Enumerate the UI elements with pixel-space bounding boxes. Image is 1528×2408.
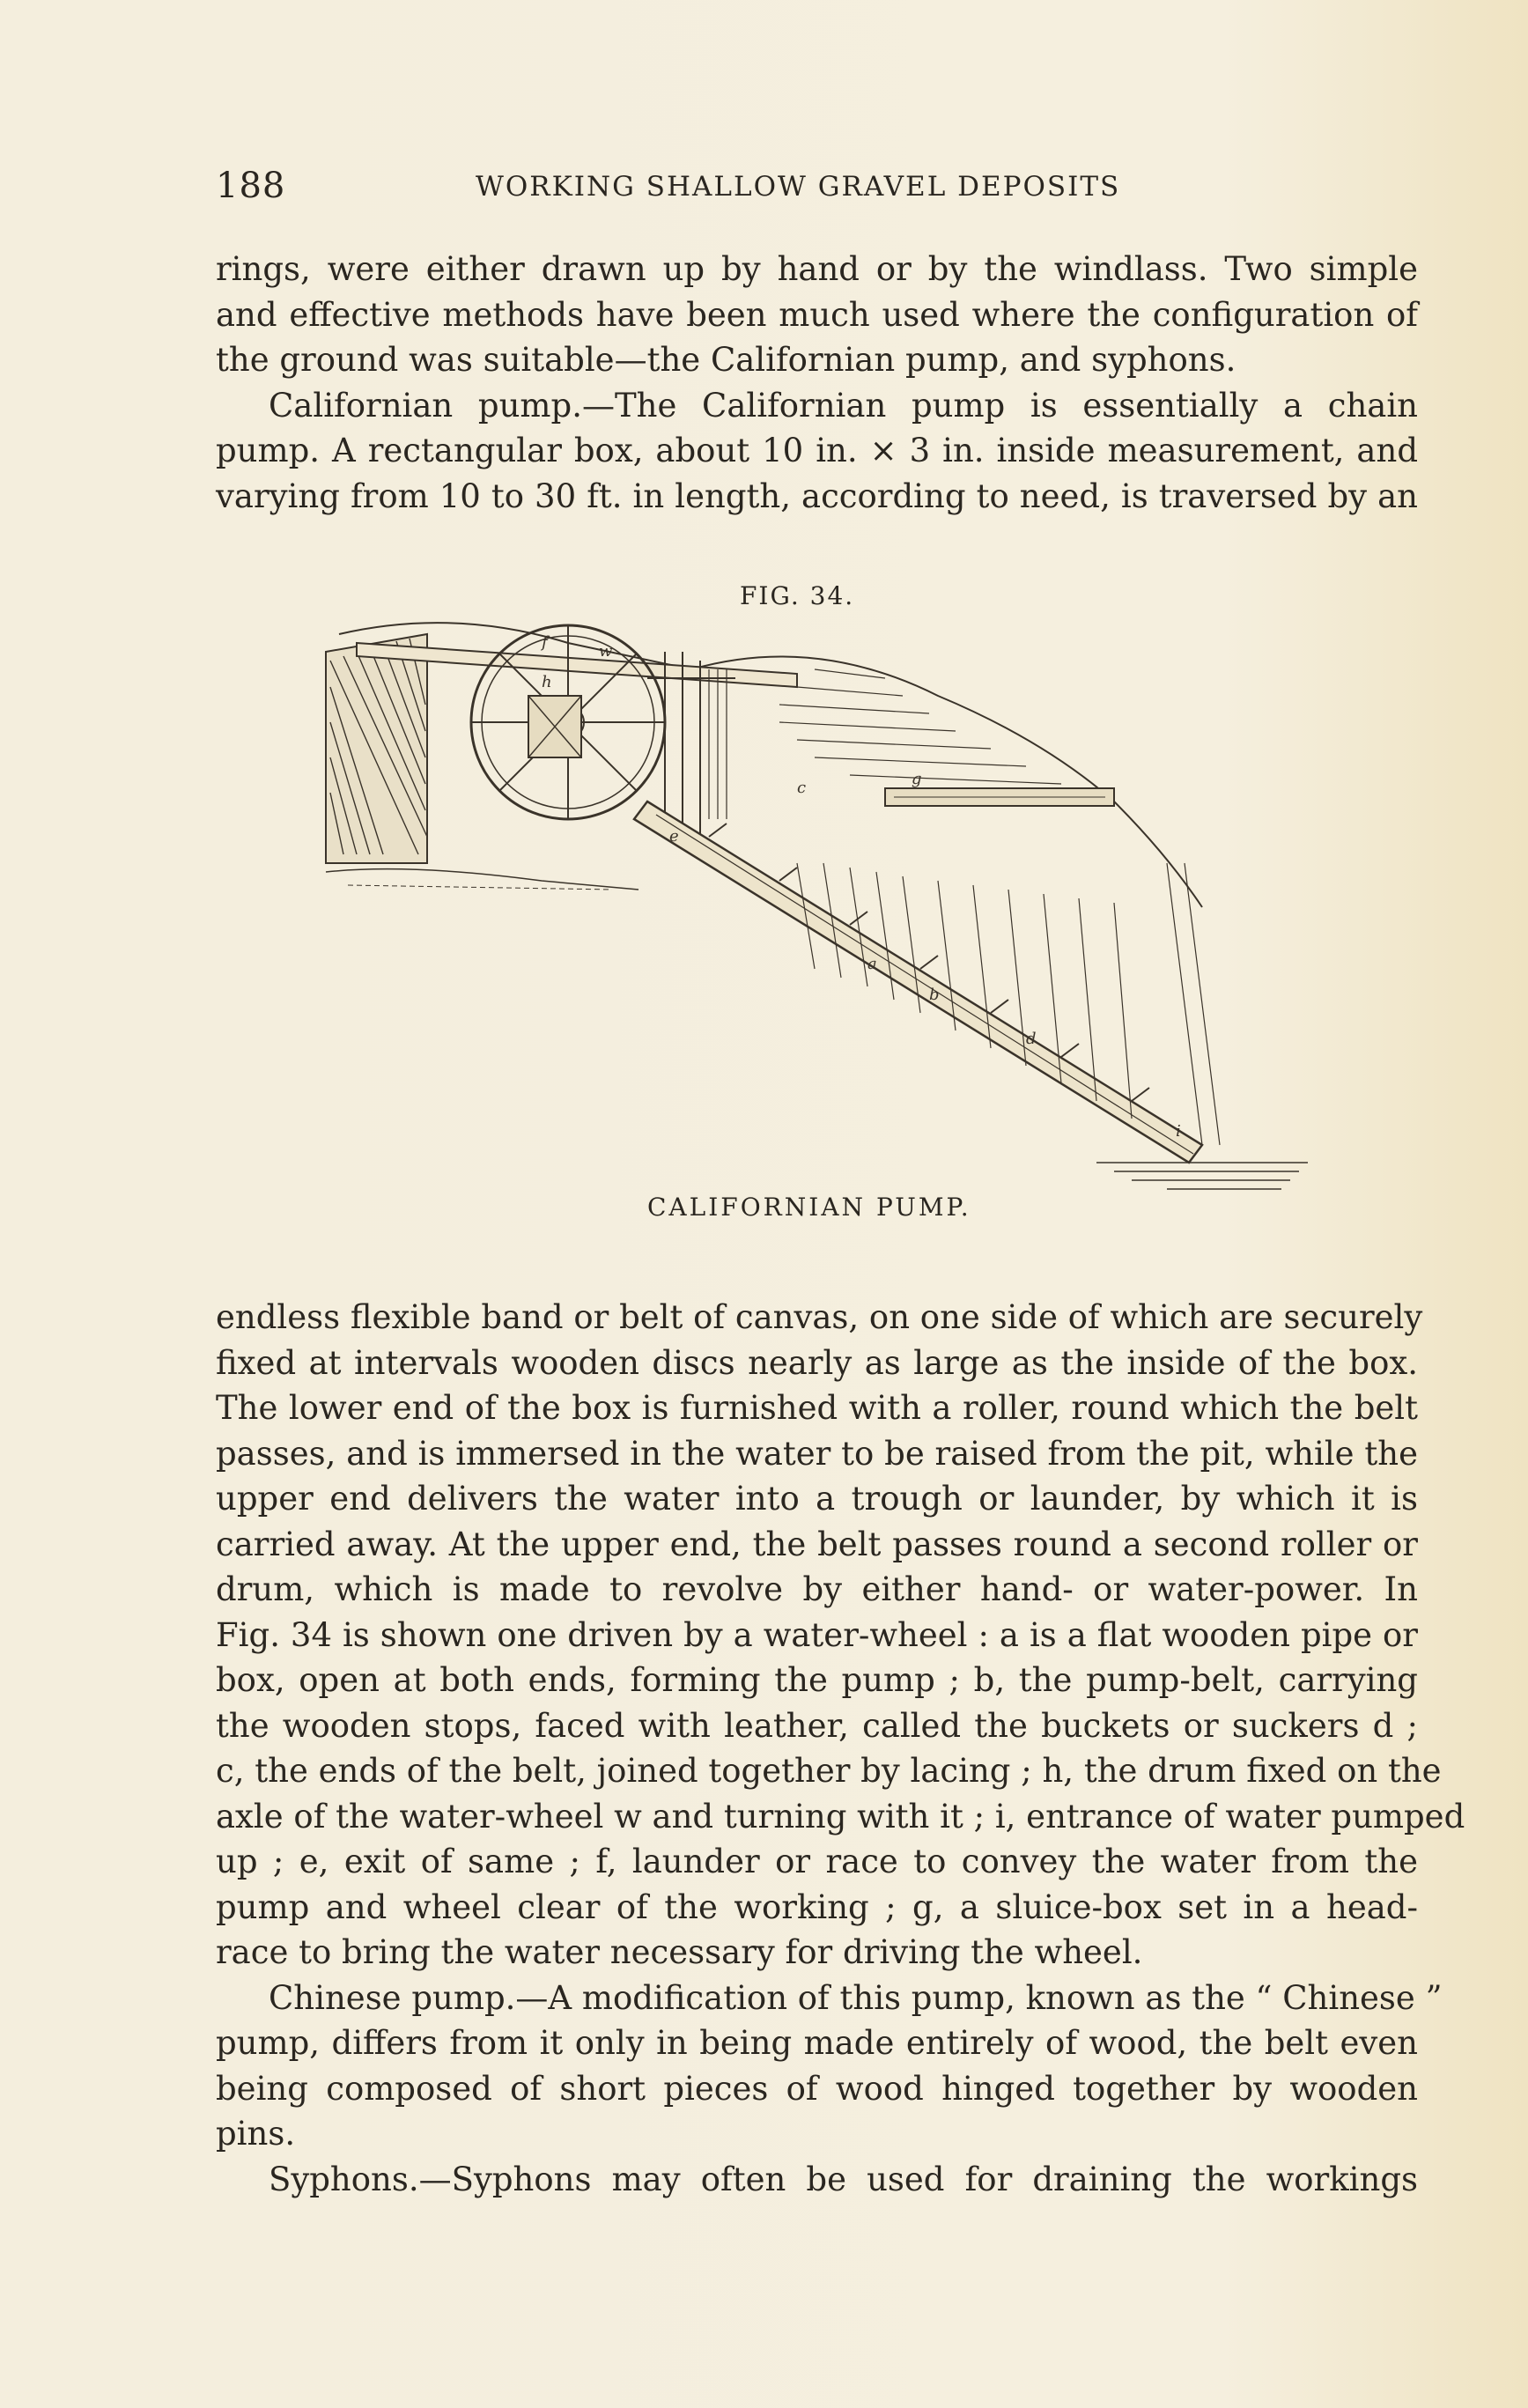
text-line: box, open at both ends, forming the pump ; b, the pump-belt, carrying <box>216 1661 1418 1699</box>
running-head: WORKING SHALLOW GRAVEL DEPOSITS <box>476 171 1121 203</box>
text-line: c, the ends of the belt, joined together by lacing ; h, the drum fixed on the <box>216 1752 1442 1790</box>
text-line: Syphons.—Syphons may often be used for draining the workings <box>269 2160 1418 2198</box>
figure-34 <box>321 572 1317 1242</box>
text-line: The lower end of the box is furnished with a roller, round which the belt <box>216 1389 1418 1427</box>
text-line: race to bring the water necessary for driving the wheel. <box>216 1933 1143 1971</box>
text-line: pump and wheel clear of the working ; g, a sluice-box set in a head- <box>216 1887 1418 1926</box>
text-line: Californian pump.—The Californian pump is essentially a chain <box>269 386 1418 425</box>
text-line: upper end delivers the water into a trough or launder, by which it is <box>216 1480 1418 1518</box>
page-header <box>216 166 1414 218</box>
text-line: passes, and is immersed in the water to be raised from the pit, while the <box>216 1434 1418 1473</box>
fig-letter-f: f <box>542 633 548 652</box>
californian-pump-illustration <box>321 599 1317 1198</box>
figure-caption: CALIFORNIAN PUMP. <box>647 1193 971 1222</box>
water-wheel <box>471 625 665 819</box>
text-line: endless flexible band or belt of canvas, on one side of which are securely <box>216 1298 1423 1336</box>
text-line: being composed of short pieces of wood hinged together by wooden <box>216 2069 1418 2108</box>
text-line: axle of the water-wheel w and turning with it ; i, entrance of water pumped <box>216 1797 1465 1836</box>
text-line: varying from 10 to 30 ft. in length, according to need, is traversed by an <box>216 476 1418 515</box>
fig-letter-h: h <box>542 673 552 691</box>
text-line: pump, differs from it only in being made entirely of wood, the belt even <box>216 2024 1418 2062</box>
text-line: pump. A rectangular box, about 10 in. × 3 in. inside measurement, and <box>216 432 1418 469</box>
fig-letter-d: d <box>1026 1030 1037 1048</box>
fig-letter-e: e <box>669 827 679 846</box>
bottom-paragraph <box>216 1295 1465 2202</box>
text-line: up ; e, exit of same ; f, launder or race to convey the water from the <box>216 1843 1418 1880</box>
fig-letter-w: w <box>599 642 613 661</box>
pump-box <box>634 801 1202 1163</box>
fig-letter-a: a <box>867 955 877 973</box>
fig-letter-c: c <box>797 779 807 797</box>
text-line: pins. <box>216 2115 296 2153</box>
text-line: rings, were either drawn up by hand or by the windlass. Two simple <box>216 250 1418 288</box>
text-line: the wooden stops, faced with leather, called the buckets or suckers d ; <box>216 1706 1418 1745</box>
figure-label: FIG. 34. <box>740 581 855 610</box>
text-line: the ground was suitable—the Californian pump, and syphons. <box>216 341 1236 379</box>
top-paragraph <box>216 247 1418 519</box>
page-number: 188 <box>216 166 286 206</box>
pit-hatching <box>797 863 1220 1145</box>
text-line: fixed at intervals wooden discs nearly as large as the inside of the box. <box>216 1343 1418 1382</box>
text-line: drum, which is made to revolve by either hand- or water-power. In <box>216 1570 1418 1608</box>
text-line: Chinese pump.—A modification of this pump, known as the “ Chinese ” <box>269 1978 1443 2017</box>
fig-letter-b: b <box>929 986 940 1004</box>
text-line: carried away. At the upper end, the belt passes round a second roller or <box>216 1525 1418 1563</box>
hill-hatching <box>779 669 1096 801</box>
fig-letter-g: g <box>912 770 922 788</box>
left-bank-hatching <box>326 634 427 863</box>
text-line: and effective methods have been much used where the configuration of <box>216 295 1418 334</box>
text-line: Fig. 34 is shown one driven by a water-wheel : a is a flat wooden pipe or <box>216 1615 1418 1654</box>
fig-letter-i: i <box>1176 1122 1181 1141</box>
